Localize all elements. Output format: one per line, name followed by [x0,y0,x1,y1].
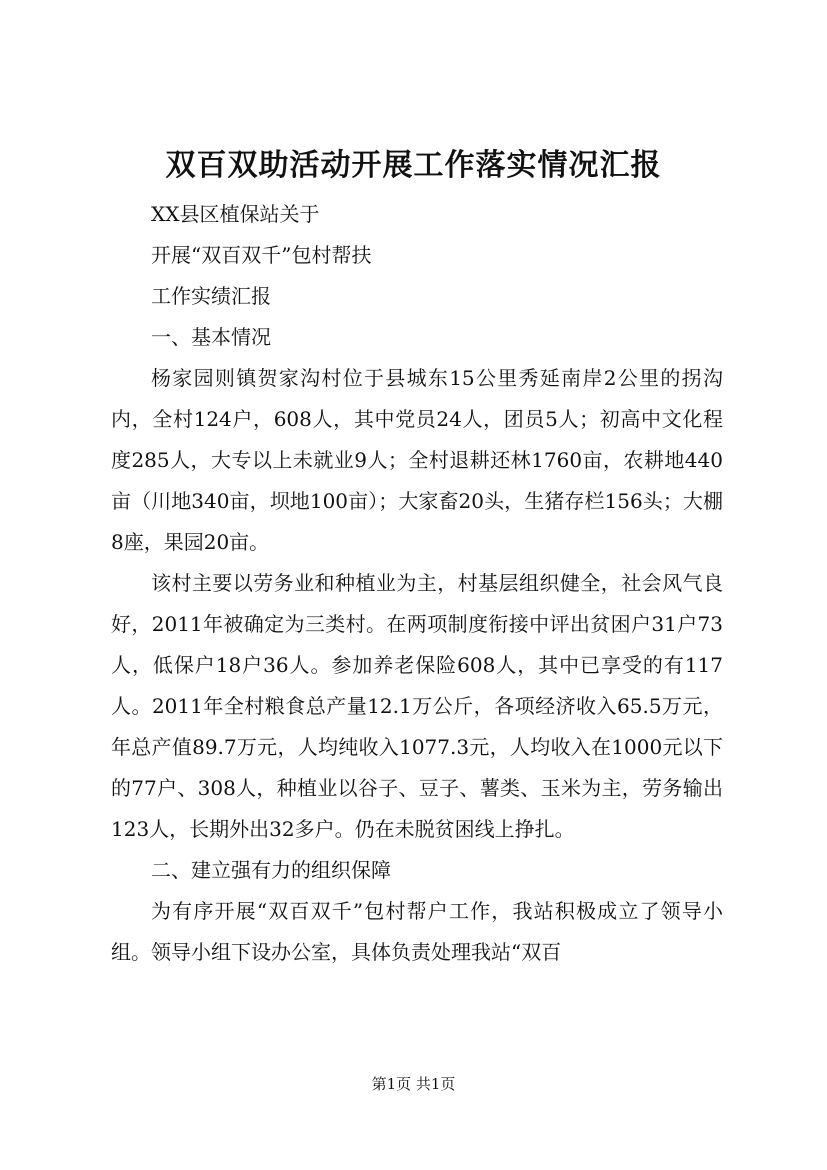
page-footer: 第1页 共1页 [371,1075,456,1093]
paragraph-organization: 为有序开展“双百双千”包村帮户工作，我站积极成立了领导小组。领导小组下设办公室，具体负责处理我站“双百 [111,899,723,964]
paragraph-village-economy: 该村主要以劳务业和种植业为主，村基层组织健全，社会风气良好，2011年被确定为三类村。在两项制度衔接中评出贫困户31户73人，低保户18户36人。参加养老保险608人，其中已享受的有117人。2011年全村粮食总产量12.1万公斤，各项经济收入65.5万元，年总产值89.7万元，人均纯收入1077.3元，人均收入在1000元以下的77户、308人，种植业以谷子、豆子、薯类、玉米为主，劳务输出123人，长期外出32多户。仍在未脱贫困线上挣扎。 [111,571,723,841]
paragraph-village-overview: 杨家园则镇贺家沟村位于县城东15公里秀延南岸2公里的拐沟内，全村124户，608人，其中党员24人，团员5人；初高中文化程度285人，大专以上未就业9人；全村退耕还林1760亩，农耕地440亩（川地340亩，坝地100亩）；大家畜20头，生猪存栏156头；大棚8座，果园20亩。 [111,366,723,554]
subtitle-line-2: 开展“双百双千”包村帮扶 [151,243,372,267]
document-title: 双百双助活动开展工作落实情况汇报 [165,148,662,183]
section-2-heading: 二、建立强有力的组织保障 [151,858,391,882]
document-body [111,194,723,973]
subtitle-line-1: XX县区植保站关于 [151,202,320,226]
section-1-heading: 一、基本情况 [151,325,271,349]
subtitle-line-3: 工作实绩汇报 [151,284,271,308]
